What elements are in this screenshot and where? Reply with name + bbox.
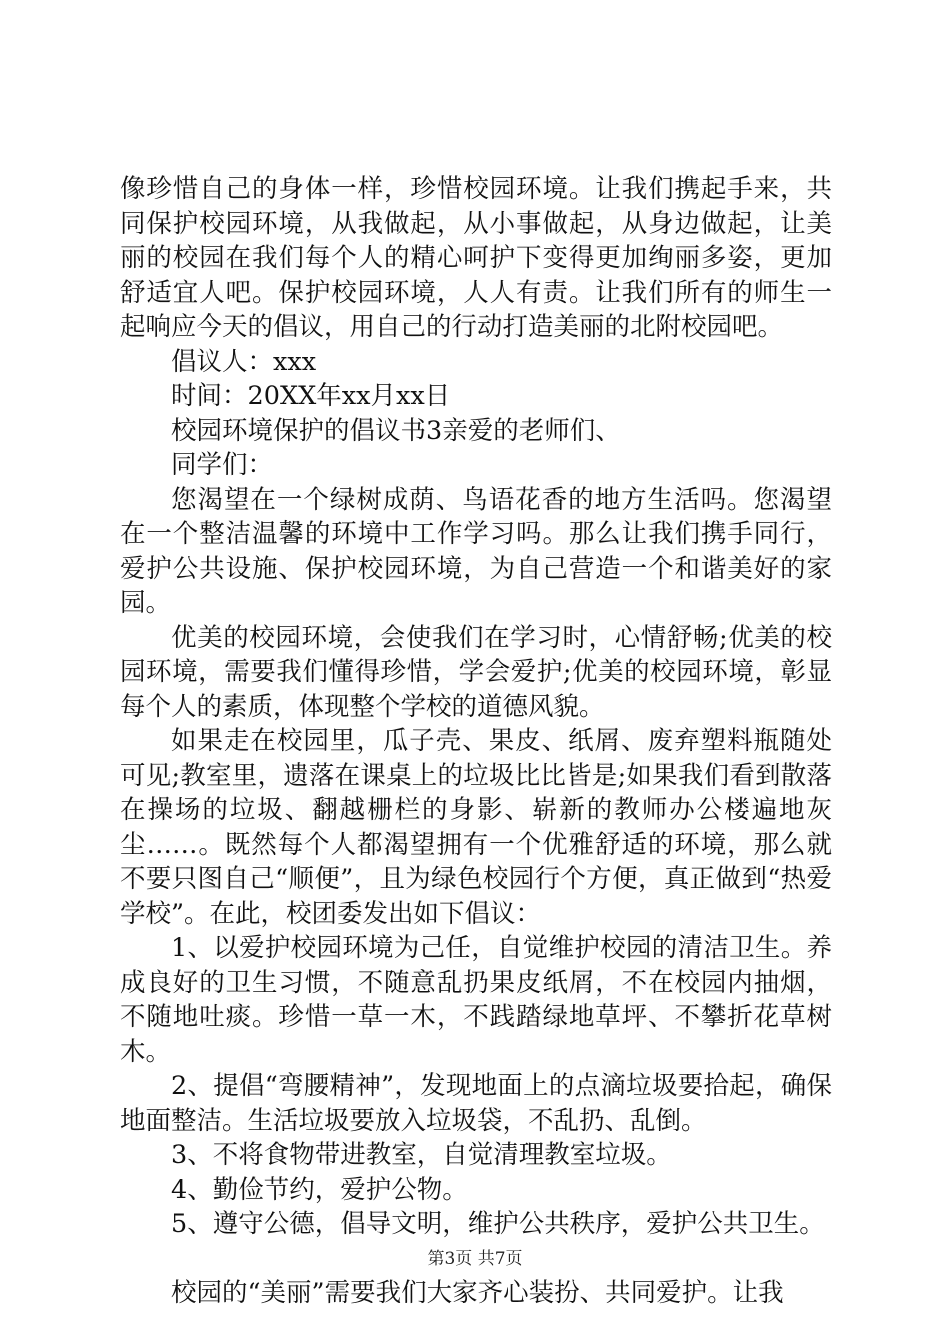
proposer-line: 倡议人：xxx (171, 346, 317, 377)
paragraph-closing: 校园的“美丽”需要我们大家齐心装扮、共同爱护。让我 (171, 1277, 784, 1308)
paragraph-environment: 优美的校园环境，会使我们在学习时，心情舒畅;优美的校园环境，需要我们懂得珍惜，学会爱护;优美的校园环境，彰显每个人的素质，体现整个学校的道德风貌。 (120, 622, 832, 722)
section-title-line: 校园环境保护的倡议书3亲爱的老师们、 (171, 415, 621, 446)
paragraph-continuation: 像珍惜自己的身体一样，珍惜校园环境。让我们携起手来，共同保护校园环境，从我做起，从小事做起，从身边做起，让美丽的校园在我们每个人的精心呵护下变得更加绚丽多姿，更加舒适宜人吧。保护校园环境，人人有责。让我们所有的师生一起响应今天的倡议，用自己的行动打造美丽的北附校园吧。 (120, 174, 832, 342)
proposal-item-5: 5、遵守公德，倡导文明，维护公共秩序，爱护公共卫生。 (171, 1209, 825, 1239)
proposal-item-3: 3、不将食物带进教室，自觉清理教室垃圾。 (171, 1140, 672, 1170)
paragraph-problems: 如果走在校园里，瓜子壳、果皮、纸屑、废弃塑料瓶随处可见;教室里，遗落在课桌上的垃圾比比皆是;如果我们看到散落在操场的垃圾、翻越栅栏的身影、崭新的教师办公楼遍地灰尘……。既然每个人都渴望拥有一个优雅舒适的环境，那么就不要只图自己“顺便”，且为绿色校园行个方便，真正做到“热爱学校”。在此，校团委发出如下倡议： (120, 726, 832, 929)
paragraph-intro: 您渴望在一个绿树成荫、鸟语花香的地方生活吗。您渴望在一个整洁温馨的环境中工作学习吗。那么让我们携手同行，爱护公共设施、保护校园环境，为自己营造一个和谐美好的家园。 (120, 484, 832, 618)
page-number-footer: 第3页 共7页 (427, 1249, 523, 1269)
proposal-item-2: 2、提倡“弯腰精神”，发现地面上的点滴垃圾要拾起，确保地面整洁。生活垃圾要放入垃圾袋，不乱扔、乱倒。 (120, 1071, 832, 1136)
proposal-item-4: 4、勤俭节约，爱护公物。 (171, 1174, 468, 1205)
date-line: 时间：20XX年xx月xx日 (171, 381, 451, 411)
document-body (120, 172, 832, 1310)
proposal-item-1: 1、以爱护校园环境为己任，自觉维护校园的清洁卫生。养成良好的卫生习惯，不随意乱扔果皮纸屑，不在校园内抽烟，不随地吐痰。珍惜一草一木，不践踏绿地草坪、不攀折花草树木。 (120, 933, 832, 1067)
salutation-line: 同学们： (171, 450, 274, 480)
